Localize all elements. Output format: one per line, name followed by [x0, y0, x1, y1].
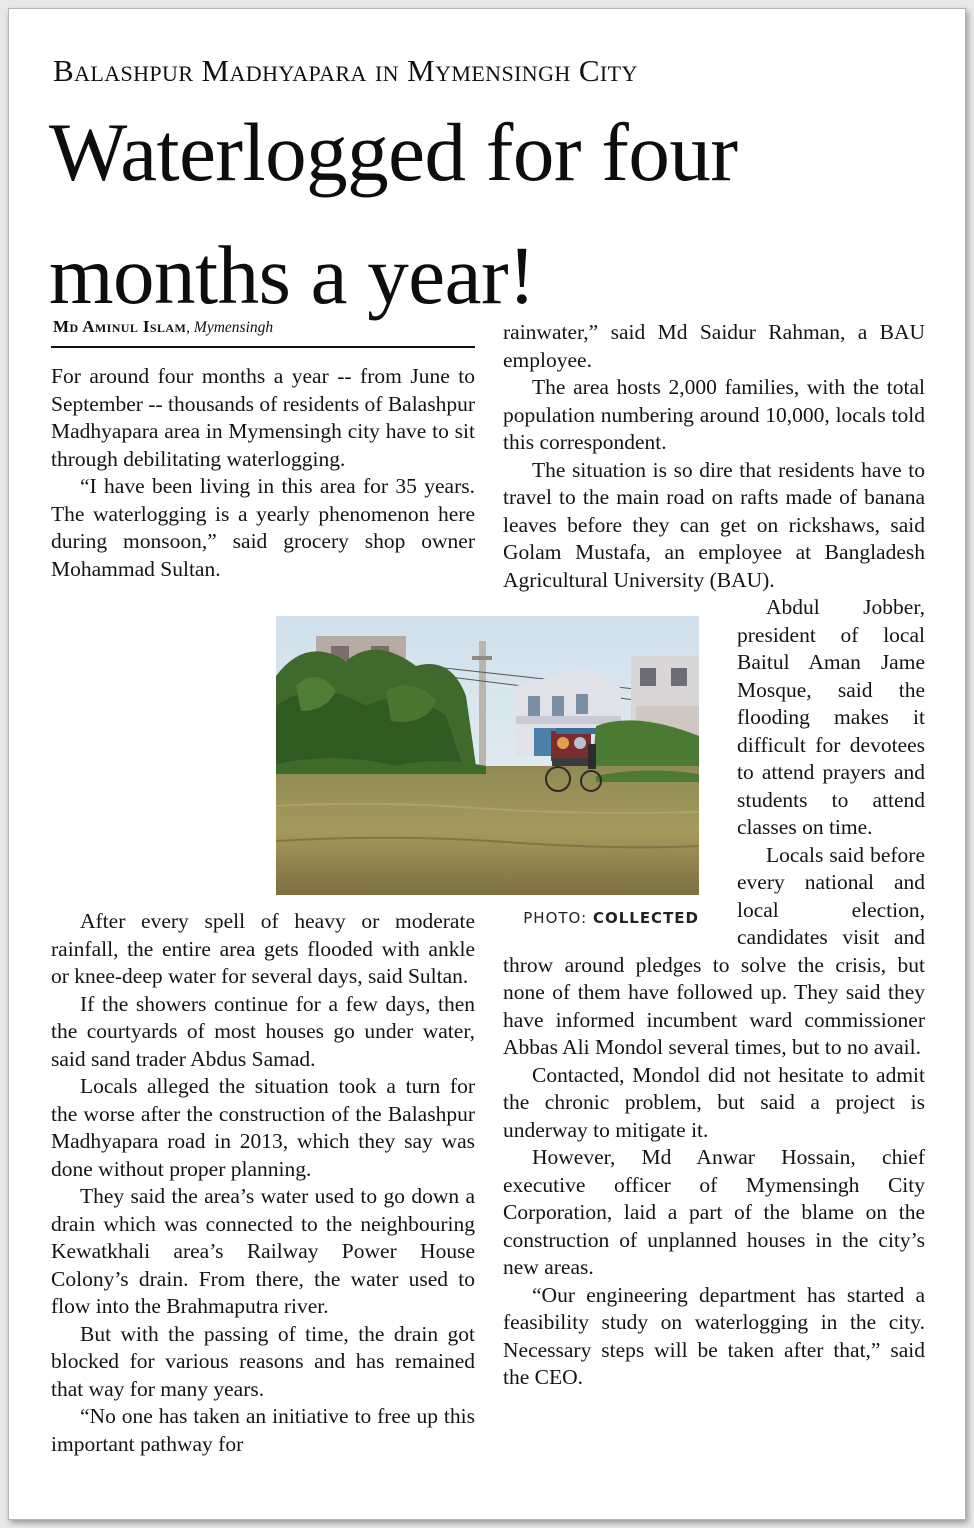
paragraph: “Our engineering department has started a feasibility study on waterlogging in the city. Necessary steps will be taken after that,” said the CEO.	[503, 1282, 925, 1389]
paragraph: But with the passing of time, the drain got blocked for various reasons and has remained that way for many years.	[51, 1321, 475, 1401]
paragraph: rainwater,” said Md Saidur Rahman, a BAU employee.	[503, 320, 925, 372]
paragraph: Contacted, Mondol did not hesitate to admit the chronic problem, but said a project is underway to mitigate it.	[503, 1062, 925, 1142]
paragraph: Locals alleged the situation took a turn for the worse after the construction of the Balashpur Madhyapara road in 2013, which they say was done without proper planning.	[51, 1074, 475, 1181]
photo-credit-value: COLLECTED	[592, 909, 699, 927]
byline-location: Mymensingh	[193, 319, 274, 336]
headline: Waterlogged for four months a year!	[49, 106, 738, 321]
byline-author: Md Aminul Islam	[53, 317, 187, 336]
paragraph: They said the area’s water used to go down a drain which was connected to the neighbouring Kewatkhali area’s Railway Power House Colony’s drain. From there, the water used to flow into the Brahmaputra river.	[51, 1184, 475, 1318]
paragraph: “I have been living in this area for 35 years. The waterlogging is a yearly phenomenon here during monsoon,” said grocery shop owner Mohammad Sultan.	[51, 474, 475, 581]
paragraph: “No one has taken an initiative to free up this important pathway for	[51, 1404, 475, 1456]
paragraph: For around four months a year -- from June to September -- thousands of residents of Balashpur Madhyapara area in Mymensingh city have to sit through debilitating waterlogging.	[51, 364, 475, 471]
byline-separator: ,	[186, 319, 191, 336]
photo-credit	[276, 909, 699, 927]
byline	[53, 315, 473, 340]
paragraph: The situation is so dire that residents have to travel to the main road on rafts made of banana leaves before they can get on rickshaws, said Golam Mustafa, an employee at Bangladesh Agricultural University (BAU).	[503, 457, 925, 592]
paragraph: If the showers continue for a few days, then the courtyards of most houses go under water, said sand trader Abdus Samad.	[51, 991, 475, 1071]
kicker: Balashpur Madhyapara in Mymensingh City	[53, 53, 638, 88]
flooded-street-photo	[276, 616, 699, 895]
newspaper-clipping	[8, 8, 966, 1520]
paragraph: After every spell of heavy or moderate rainfall, the entire area gets flooded with ankle or knee-deep water for several days, said Sultan.	[51, 909, 475, 988]
paragraph: The area hosts 2,000 families, with the total population numbering around 10,000, locals told this correspondent.	[503, 375, 925, 454]
paragraph: However, Md Anwar Hossain, chief executive officer of Mymensingh City Corporation, laid a part of the blame on the construction of unplanned houses in the city’s new areas.	[503, 1145, 925, 1279]
paragraph: Locals said before every national and local election, candidates visit and throw around pledges to solve the crisis, but none of them have followed up. They said they have informed incumbent ward commissioner Abbas Ali Mondol several times, but to no avail.	[503, 842, 925, 1059]
paragraph: Abdul Jobber, president of local Baitul Aman Jame Mosque, said the flooding makes it difficult for devotees to attend prayers and students to attend classes on time.	[737, 595, 925, 839]
photo-credit-label: PHOTO:	[523, 909, 588, 927]
byline-rule	[51, 346, 475, 348]
